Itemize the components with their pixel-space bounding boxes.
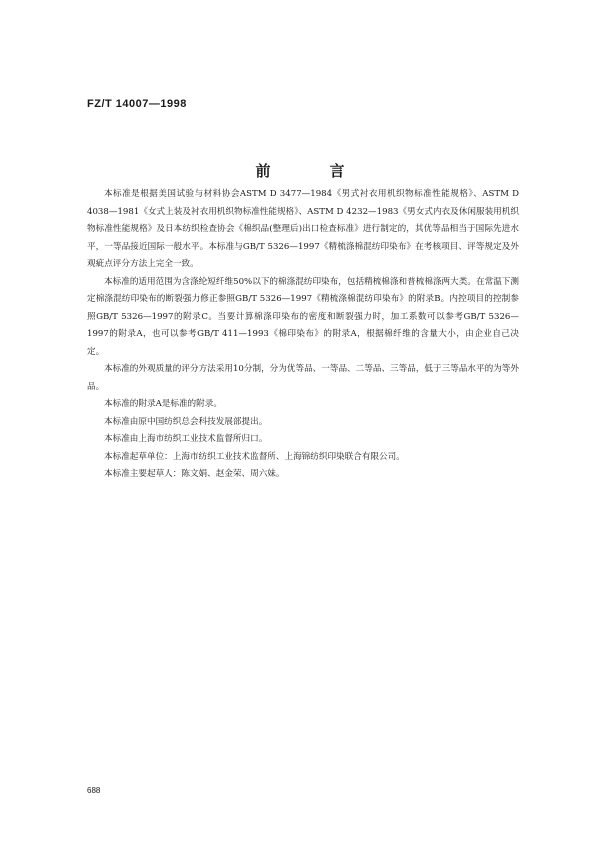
paragraph-basis: 本标准是根据美国试验与材料协会ASTM D 3477—1984《男式衬衣用机织物标准性能规格》、ASTM D 4038—1981《女式上装及衬衣用机织物标准性能规格》、ASTM D 4232—1983《男女式内衣及休闲服装用机织物标准性能规格》及日本纺织检查协会《棉织品(整理后)出口检查标准》进行制定的，其优等品相当于国际先进水平，一等品接近国际一般水平。本标准与GB/T 5326—1997《精梳涤棉混纺印染布》在考核项目、评等规定及外观疵点评分方法上完全一致。 [87,189,519,269]
paragraph-appendix: 本标准的附录A是标准的附录。 [104,399,222,409]
paragraph-administrator: 本标准由上海市纺织工业技术监督所归口。 [104,434,268,444]
paragraph-proposer: 本标准由原中国纺织总会科技发展部提出。 [104,416,268,427]
foreword-body [87,186,519,484]
paragraph-drafting-units: 本标准起草单位：上海市纺织工业技术监督所、上海锦纺织印染联合有限公司。 [104,451,405,462]
page-title: 前 言 [255,162,367,180]
standard-number: FZ/T 14007—1998 [87,98,187,110]
paragraph-grading: 本标准的外观质量的评分方法采用10分制，分为优等品、一等品、二等品、三等品，低于三等品水平的为等外品。 [87,364,519,392]
paragraph-scope: 本标准的适用范围为含涤纶短纤维50%以下的棉涤混纺印染布，包括精梳棉涤和普梳棉涤两大类。在常温下测定棉涤混纺印染布的断裂强力修正参照GB/T 5326—1997《精梳涤棉混纺印染布》的附录B。内控项目的控制参照GB/T 5326—1997的附录C。当要计算棉涤印染布的密度和断裂强力时，加工系数可以参考GB/T 5326—1997的附录A，也可以参考GB/T 411—1993《棉印染布》的附录A，根据棉纤维的含量大小，由企业自己决定。 [87,276,519,357]
paragraph-drafters: 本标准主要起草人：陈文娟、赵金荣、周六妹。 [104,469,285,479]
page-number: 688 [87,786,101,795]
